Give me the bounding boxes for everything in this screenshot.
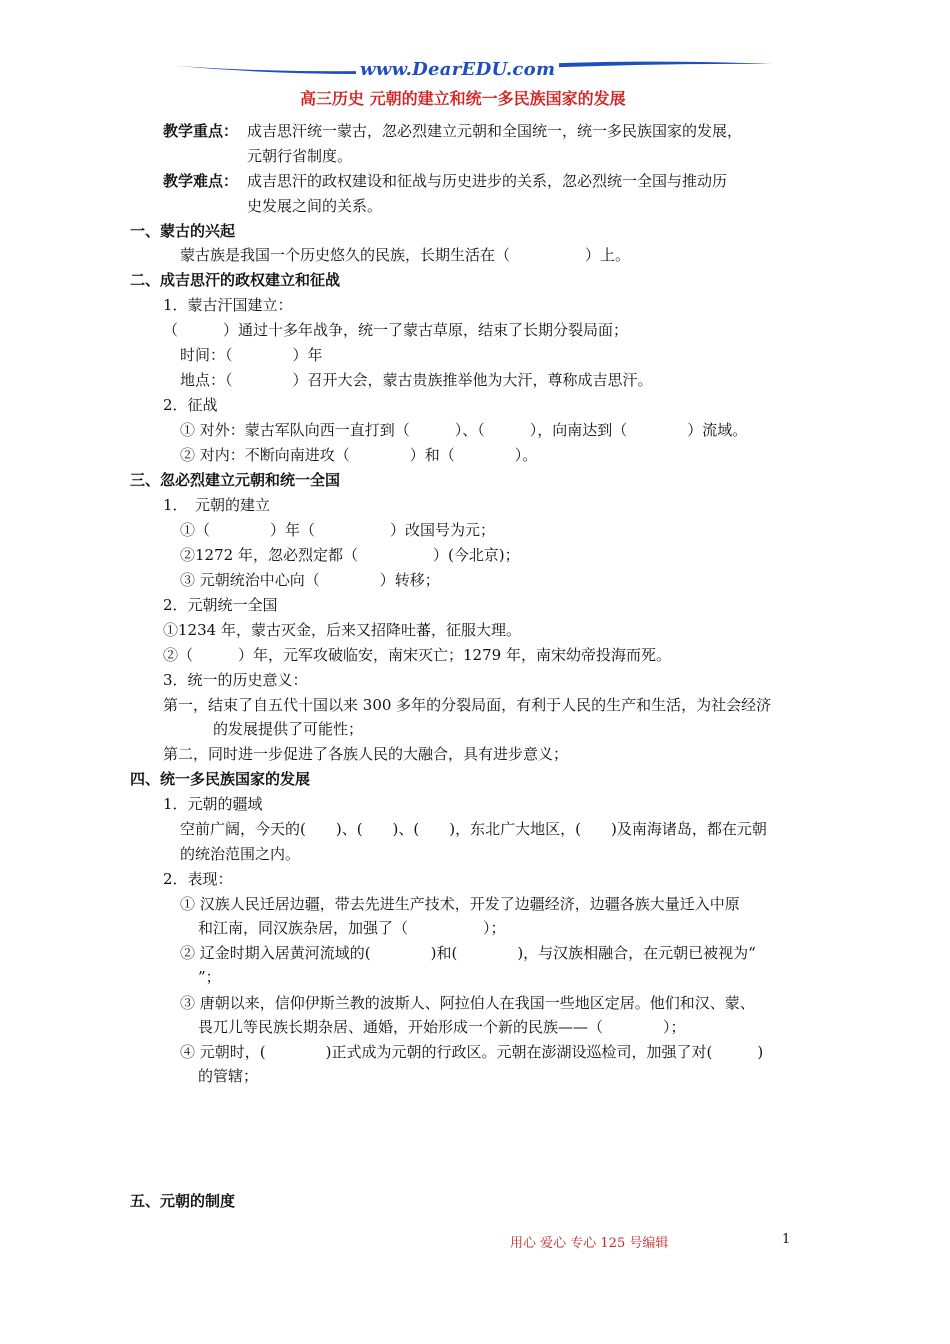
document-title: 高三历史 元朝的建立和统一多民族国家的发展 bbox=[300, 89, 626, 108]
section-2-line2: 时间：（ ）年 bbox=[180, 346, 323, 364]
key-points-label: 教学重点： bbox=[163, 122, 239, 140]
section-3-line7: 第二，同时进一步促进了各族人民的大融合，具有进步意义； bbox=[163, 745, 569, 763]
section-2-line1: （ ）通过十多年战争，统一了蒙古草原，结束了长期分裂局面； bbox=[163, 321, 629, 339]
section-2-line5: ② 对内：不断向南进攻（ ）和（ ）。 bbox=[180, 446, 538, 464]
section-4-sub1: 1．元朝的疆域 bbox=[163, 795, 263, 813]
section-5-heading: 五、元朝的制度 bbox=[130, 1192, 236, 1210]
site-logo-text: www.DearEDU.com bbox=[356, 59, 559, 80]
section-3-sub3: 3．统一的历史意义： bbox=[163, 671, 308, 689]
section-4-line1b: 的统治范围之内。 bbox=[180, 845, 301, 863]
section-4-line1a: 空前广阔，今天的( )、( )、( )，东北广大地区，( )及南海诸岛，都在元朝 bbox=[180, 820, 767, 838]
difficult-points-label: 教学难点： bbox=[163, 172, 239, 190]
section-4-item1b: 和江南，同汉族杂居，加强了（ ）； bbox=[198, 919, 506, 937]
section-3-line5: ②（ ）年，元军攻破临安，南宋灭亡；1279 年，南宋幼帝投海而死。 bbox=[163, 646, 671, 664]
section-3-sub1: 1． 元朝的建立 bbox=[163, 496, 271, 514]
section-3-line1: ①（ ）年（ ）改国号为元； bbox=[180, 521, 496, 539]
section-2-line3: 地点：（ ）召开大会，蒙古贵族推举他为大汗，尊称成吉思汗。 bbox=[180, 371, 653, 389]
page-number: 1 bbox=[782, 1232, 791, 1247]
section-1-heading: 一、蒙古的兴起 bbox=[130, 222, 236, 240]
section-2-sub1: 1．蒙古汗国建立： bbox=[163, 296, 293, 314]
section-4-sub2: 2．表现： bbox=[163, 870, 233, 888]
section-1-text: 蒙古族是我国一个历史悠久的民族，长期生活在（ ）上。 bbox=[180, 246, 631, 264]
key-points-line2: 元朝行省制度。 bbox=[247, 147, 353, 165]
section-4-item4b: 的管辖； bbox=[198, 1067, 259, 1085]
section-2-line4: ① 对外：蒙古军队向西一直打到（ ）、（ ），向南达到（ ）流域。 bbox=[180, 421, 748, 439]
section-2-sub2: 2．征战 bbox=[163, 396, 218, 414]
section-3-line2: ②1272 年，忽必烈定都（ ）(今北京)； bbox=[180, 546, 520, 564]
section-3-line3: ③ 元朝统治中心向（ ）转移； bbox=[180, 571, 440, 589]
section-4-item1a: ① 汉族人民迁居边疆，带去先进生产技术，开发了边疆经济，边疆各族大量迁入中原 bbox=[180, 895, 740, 913]
section-3-line6a: 第一，结束了自五代十国以来 300 多年的分裂局面，有利于人民的生产和生活，为社会经济 bbox=[163, 696, 772, 714]
footer-text: 用心 爱心 专心 125 号编辑 bbox=[510, 1236, 669, 1251]
section-4-item4a: ④ 元朝时，( )正式成为元朝的行政区。元朝在澎湖设巡检司，加强了对( ) bbox=[180, 1043, 764, 1061]
section-4-item3b: 畏兀儿等民族长期杂居、通婚，开始形成一个新的民族——（ ）； bbox=[198, 1018, 686, 1036]
key-points-line1: 成吉思汗统一蒙古，忽必烈建立元朝和全国统一，统一多民族国家的发展， bbox=[247, 122, 743, 140]
section-3-sub2: 2．元朝统一全国 bbox=[163, 596, 278, 614]
section-4-item2b: ”； bbox=[198, 968, 221, 986]
section-3-line4: ①1234 年，蒙古灭金，后来又招降吐蕃，征服大理。 bbox=[163, 621, 521, 639]
section-3-line6b: 的发展提供了可能性； bbox=[213, 720, 364, 738]
section-4-heading: 四、统一多民族国家的发展 bbox=[130, 770, 311, 788]
section-4-item2a: ② 辽金时期入居黄河流域的( )和( )，与汉族相融合，在元朝已被视为“ bbox=[180, 944, 756, 962]
section-2-heading: 二、成吉思汗的政权建立和征战 bbox=[130, 271, 341, 289]
section-4-item3a: ③ 唐朝以来，信仰伊斯兰教的波斯人、阿拉伯人在我国一些地区定居。他们和汉、蒙、 bbox=[180, 994, 755, 1012]
section-3-heading: 三、忽必烈建立元朝和统一全国 bbox=[130, 471, 341, 489]
difficult-points-line1: 成吉思汗的政权建设和征战与历史进步的关系，忽必烈统一全国与推动历 bbox=[247, 172, 728, 190]
difficult-points-line2: 史发展之间的关系。 bbox=[247, 197, 383, 215]
